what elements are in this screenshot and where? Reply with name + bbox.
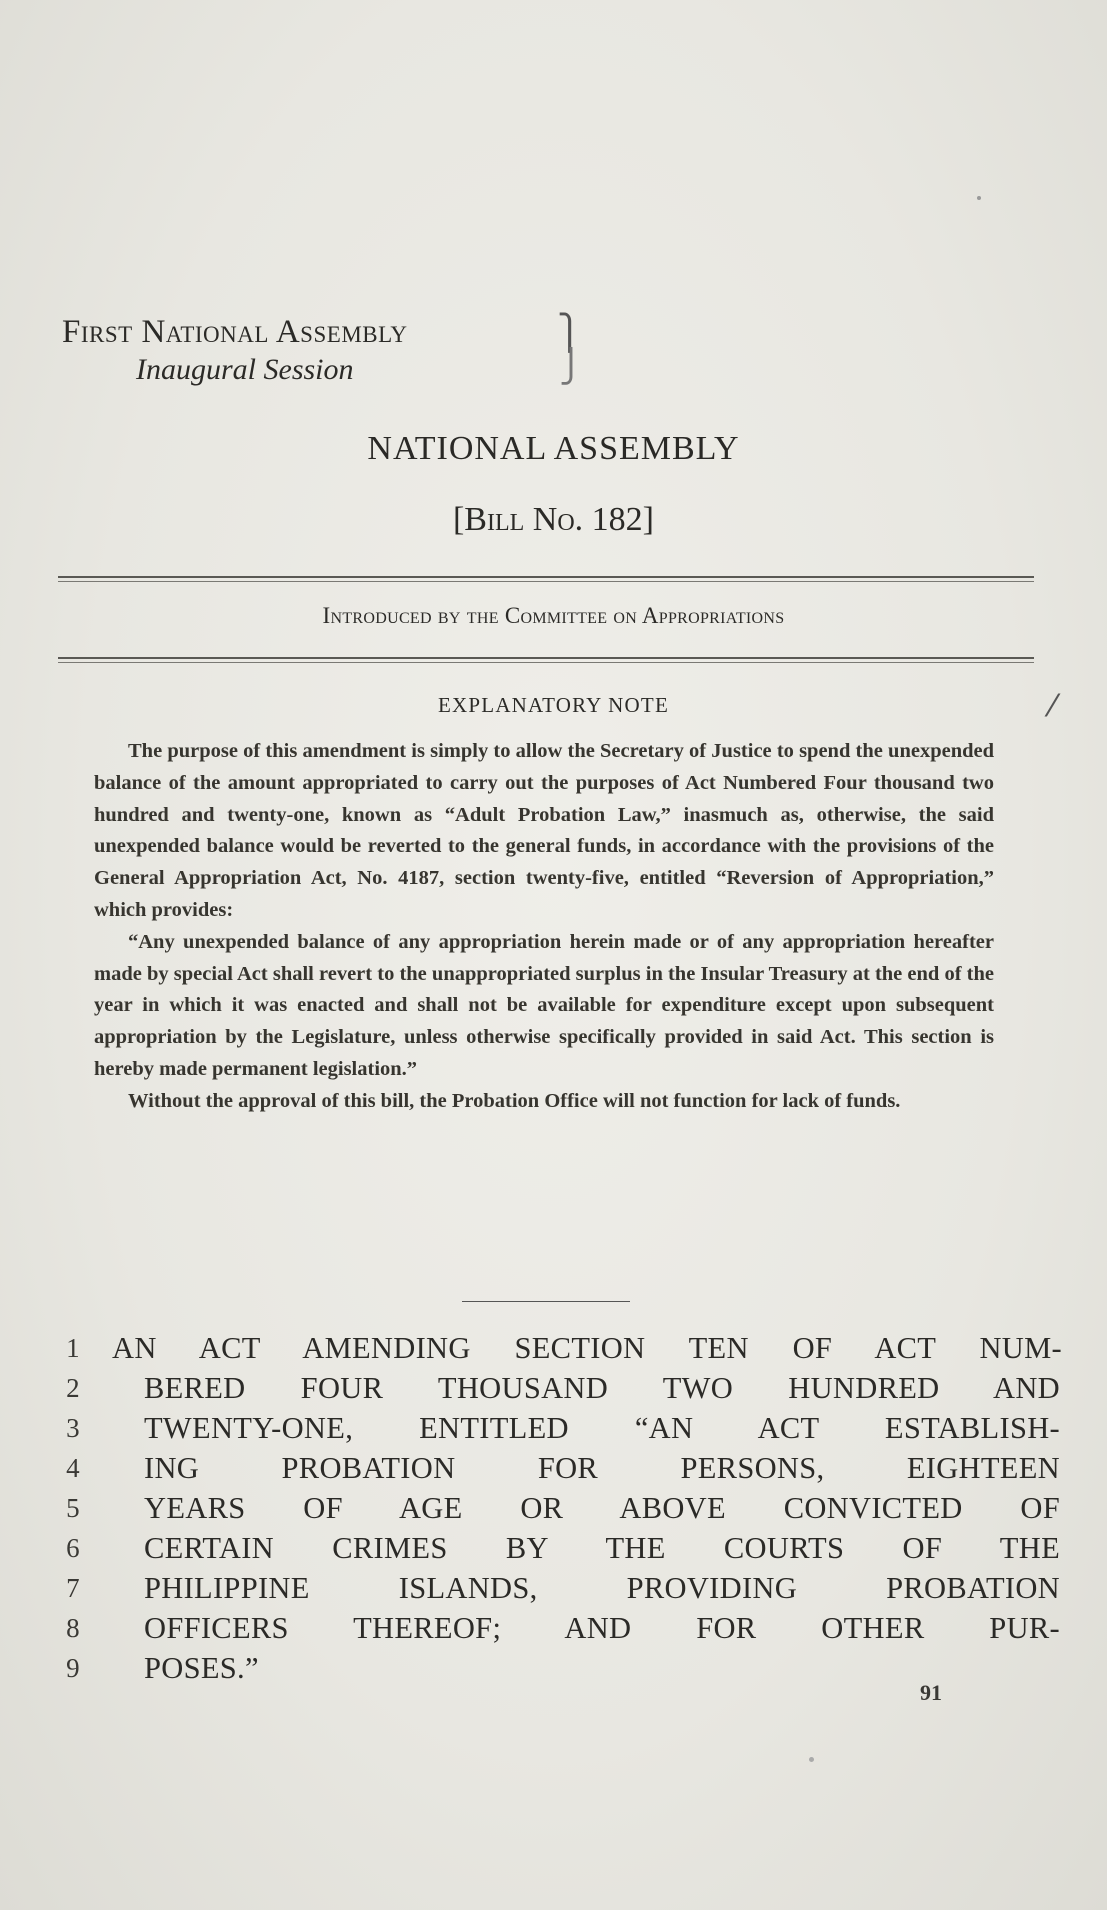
check-mark-icon: ⁄ [1050, 689, 1056, 724]
line-text: TWENTY-ONE, ENTITLED “AN ACT ESTABLISH- [144, 1411, 1060, 1445]
section-divider [462, 1301, 630, 1302]
act-title-line [60, 1528, 1060, 1568]
assembly-name [62, 312, 582, 352]
explanatory-note-body [94, 736, 994, 1118]
document-title: NATIONAL ASSEMBLY [367, 430, 740, 467]
double-rule-bottom-1 [58, 657, 1034, 659]
line-text: AN ACT AMENDING SECTION TEN OF ACT NUM- [112, 1331, 1062, 1365]
line-number: 5 [66, 1493, 80, 1523]
double-rule-top-1 [58, 576, 1034, 578]
line-text: YEARS OF AGE OR ABOVE CONVICTED OF [144, 1491, 1060, 1525]
line-text: PHILIPPINE ISLANDS, PROVIDING PROBATION [144, 1571, 1060, 1605]
introduced-by: Introduced by the Committee on Appropriations [322, 603, 785, 628]
act-title-line [60, 1328, 1060, 1368]
act-title-line [60, 1368, 1060, 1408]
act-title-line [60, 1408, 1060, 1448]
bill-number: [Bill No. 182] [452, 501, 655, 538]
act-title-line [60, 1488, 1060, 1528]
paper-speck [809, 1757, 814, 1762]
paper-speck [977, 196, 981, 200]
session-header [62, 312, 582, 388]
line-number: 4 [66, 1453, 80, 1483]
note-paragraph: “Any unexpended balance of any appropriation herein made or of any appropriation hereafter made by special Act shall revert to the unappropriated surplus in the Insular Treasury at the end of the year in which it was enacted and shall not be available for expenditure except upon subsequent appropriation by the Legislature, unless otherwise specifically provided in said Act. This section is hereby made permanent legislation.” [94, 930, 994, 1080]
note-paragraph: The purpose of this amendment is simply to allow the Secretary of Justice to spend the unexpended balance of the amount appropriated to carry out the purposes of Act Numbered Four thousand two hundred and twenty-one, known as “Adult Probation Law,” inasmuch as, otherwise, the said unexpended balance would be reverted to the general funds, in accordance with the provisions of the General Appropriation Act, No. 4187, section twenty-five, entitled “Reversion of Appropriation,” which provides: [94, 740, 994, 921]
line-number: 1 [66, 1333, 80, 1363]
line-number: 7 [66, 1573, 80, 1603]
line-number: 2 [66, 1373, 80, 1403]
page-number: 91 [920, 1680, 942, 1705]
session-name [136, 348, 583, 388]
act-title-line [60, 1568, 1060, 1608]
line-number: 8 [66, 1613, 80, 1643]
double-rule-bottom-2 [58, 662, 1034, 663]
explanatory-note-heading: EXPLANATORY NOTE [438, 693, 669, 717]
assembly-name-text: First National Assembly [62, 314, 408, 350]
act-title-line [60, 1648, 1060, 1688]
act-title-line [60, 1608, 1060, 1648]
line-number: 6 [66, 1533, 80, 1563]
act-title [60, 1328, 1060, 1688]
line-text: OFFICERS THEREOF; AND FOR OTHER PUR- [144, 1611, 1060, 1645]
line-number: 3 [66, 1413, 80, 1443]
session-name-text: Inaugural Session [136, 353, 354, 386]
double-rule-top-2 [58, 581, 1034, 582]
line-text: CERTAIN CRIMES BY THE COURTS OF THE [144, 1531, 1060, 1565]
note-paragraph: Without the approval of this bill, the Probation Office will not function for lack of funds. [128, 1089, 901, 1112]
act-title-line [60, 1448, 1060, 1488]
brace-bottom: ⎭ [559, 348, 583, 384]
brace-top: ⎫ [557, 315, 583, 352]
line-text: BERED FOUR THOUSAND TWO HUNDRED AND [144, 1371, 1060, 1405]
line-text: POSES.” [144, 1651, 259, 1685]
line-number: 9 [66, 1653, 80, 1683]
line-text: ING PROBATION FOR PERSONS, EIGHTEEN [144, 1451, 1060, 1485]
